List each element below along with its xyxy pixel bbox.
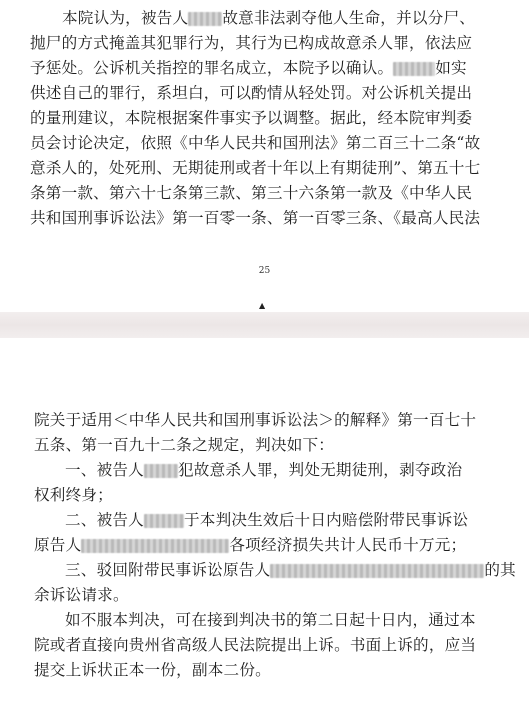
- text-line: 一、被告人 犯故意杀人罪，判处无期徒刑，剥夺政治: [65, 461, 463, 479]
- redacted-name: [393, 62, 435, 76]
- text-line: 抛尸的方式掩盖其犯罪行为，其行为已构成故意杀人罪，依法应: [30, 34, 473, 52]
- text-line: 院关于适用＜中华人民共和国刑事诉讼法＞的解释》第一百七十: [34, 411, 477, 429]
- redacted-name: [81, 539, 229, 553]
- text-line: 提交上诉状正本一份，副本二份。: [34, 661, 271, 679]
- text-line: 院或者直接向贵州省高级人民法院提出上诉。书面上诉的，应当: [34, 636, 477, 654]
- text-line: 条第一款、第六十七条第三款、第三十六条第一款及《中华人民: [30, 184, 473, 202]
- page-number: 25: [258, 266, 271, 276]
- text-line: 原告人 各项经济损失共计人民币十万元；: [34, 536, 467, 554]
- text-line: 供述自己的罪行，系坦白，可以酌情从轻处罚。对公诉机关提出: [30, 84, 473, 102]
- page-mark: ▲: [259, 301, 266, 310]
- text-line: 三、驳回附带民事诉讼原告人 的其: [65, 561, 516, 579]
- text-line: 二、被告人 于本判决生效后十日内赔偿附带民事诉讼: [65, 511, 469, 529]
- redacted-name: [144, 514, 184, 528]
- judgment-page-top: [0, 0, 529, 312]
- text-line: 意杀人的，处死刑、无期徒刑或者十年以上有期徒刑”、第五十七: [30, 159, 481, 177]
- judgment-page-bottom: [0, 338, 529, 709]
- text-line: 余诉讼请求。: [34, 586, 129, 604]
- page-separator: [0, 312, 529, 338]
- text-line: 五条、第一百九十二条之规定，判决如下：: [34, 436, 335, 454]
- text-line: 员会讨论决定，依照《中华人民共和国刑法》第二百三十二条“故: [30, 134, 481, 152]
- text-line: 的量刑建议，本院根据案件事实予以调整。据此，经本院审判委: [30, 109, 473, 127]
- text-line: 予惩处。公诉机关指控的罪名成立，本院予以确认。 如实: [30, 59, 467, 77]
- text-line: 权利终身；: [34, 486, 113, 504]
- text-line: 本院认为，被告人 故意非法剥夺他人生命，并以分尸、: [62, 9, 476, 27]
- redacted-name: [144, 464, 178, 478]
- redacted-name: [270, 564, 484, 578]
- text-line: 共和国刑事诉讼法》第一百零一条、第一百零三条、《最高人民法: [30, 209, 481, 227]
- redacted-name: [188, 12, 222, 26]
- text-line: 如不服本判决，可在接到判决书的第二日起十日内，通过本: [65, 611, 476, 629]
